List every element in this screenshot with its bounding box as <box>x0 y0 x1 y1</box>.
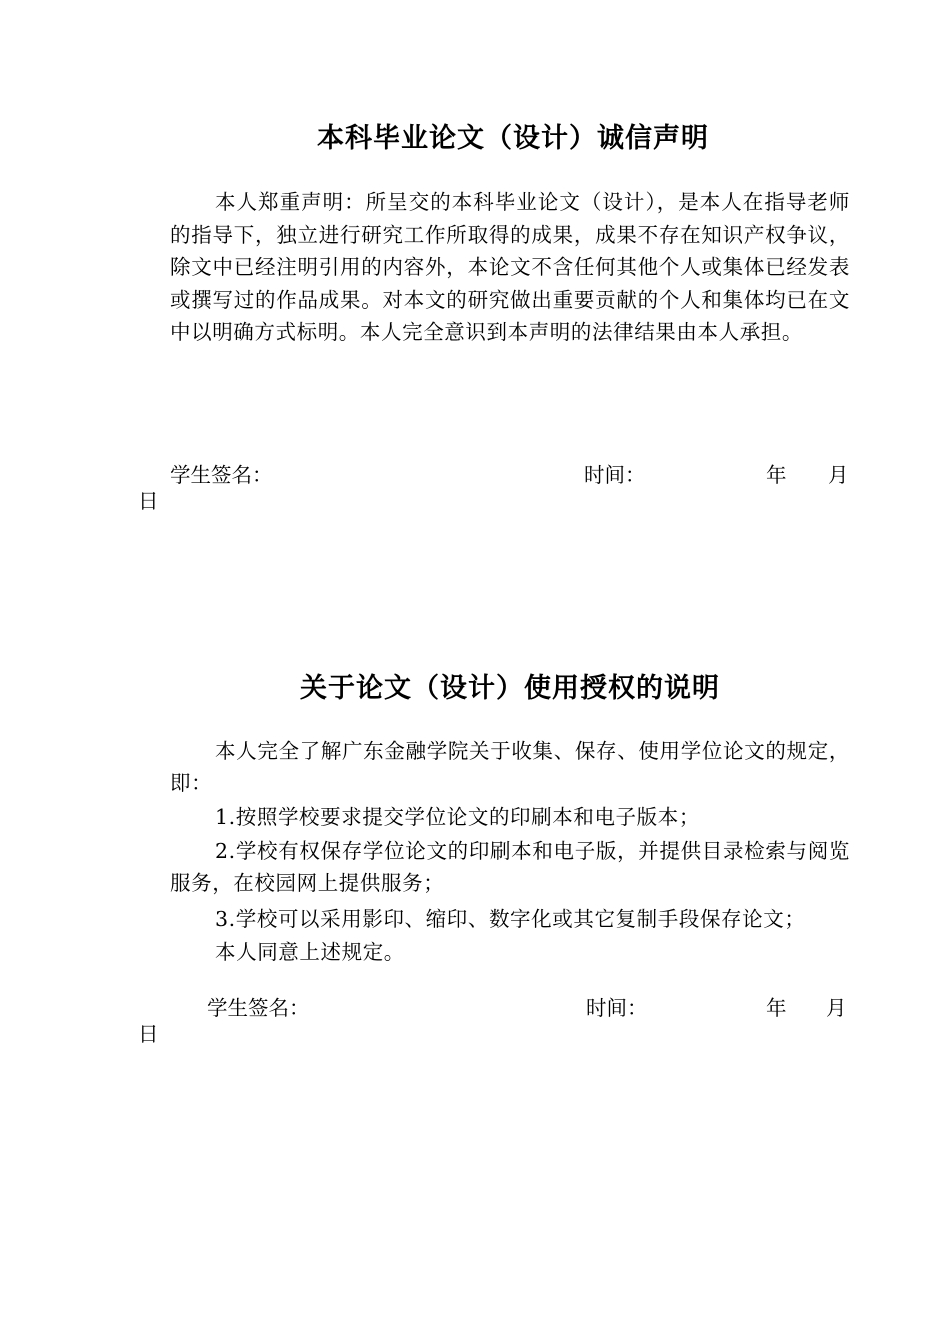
honesty-title: 本科毕业论文（设计）诚信声明 <box>317 123 709 154</box>
authorization-item-3: 3.学校可以采用影印、缩印、数字化或其它复制手段保存论文； <box>215 907 806 931</box>
honesty-body: 本人郑重声明：所呈交的本科毕业论文（设计），是本人在指导老师的指导下，独立进行研究工作所取得的成果，成果不存在知识产权争议，除文中已经注明引用的内容外，本论文不含任何其他个人或集体已经发表或撰写过的作品成果。对本文的研究做出重要贡献的个人和集体均已在文中以明确方式标明。本人完全意识到本声明的法律结果由本人承担。 <box>170 190 850 344</box>
honesty-day-label: 日 <box>138 489 159 513</box>
authorization-time-label: 时间： <box>586 996 648 1020</box>
honesty-time-label: 时间： <box>584 463 646 487</box>
authorization-year-label: 年 <box>766 996 787 1020</box>
authorization-consent: 本人同意上述规定。 <box>215 940 405 964</box>
authorization-day-label: 日 <box>138 1022 159 1046</box>
authorization-month-label: 月 <box>826 996 847 1020</box>
authorization-item-1: 1.按照学校要求提交学位论文的印刷本和电子版本； <box>215 805 700 829</box>
authorization-title: 关于论文（设计）使用授权的说明 <box>300 673 720 704</box>
authorization-student-signature-label: 学生签名： <box>207 996 310 1020</box>
authorization-intro: 本人完全了解广东金融学院关于收集、保存、使用学位论文的规定，即： <box>170 739 850 795</box>
honesty-month-label: 月 <box>828 463 849 487</box>
honesty-student-signature-label: 学生签名： <box>170 463 273 487</box>
honesty-year-label: 年 <box>766 463 787 487</box>
authorization-item-2: 2.学校有权保存学位论文的印刷本和电子版，并提供目录检索与阅览服务，在校园网上提供服务； <box>170 839 850 895</box>
